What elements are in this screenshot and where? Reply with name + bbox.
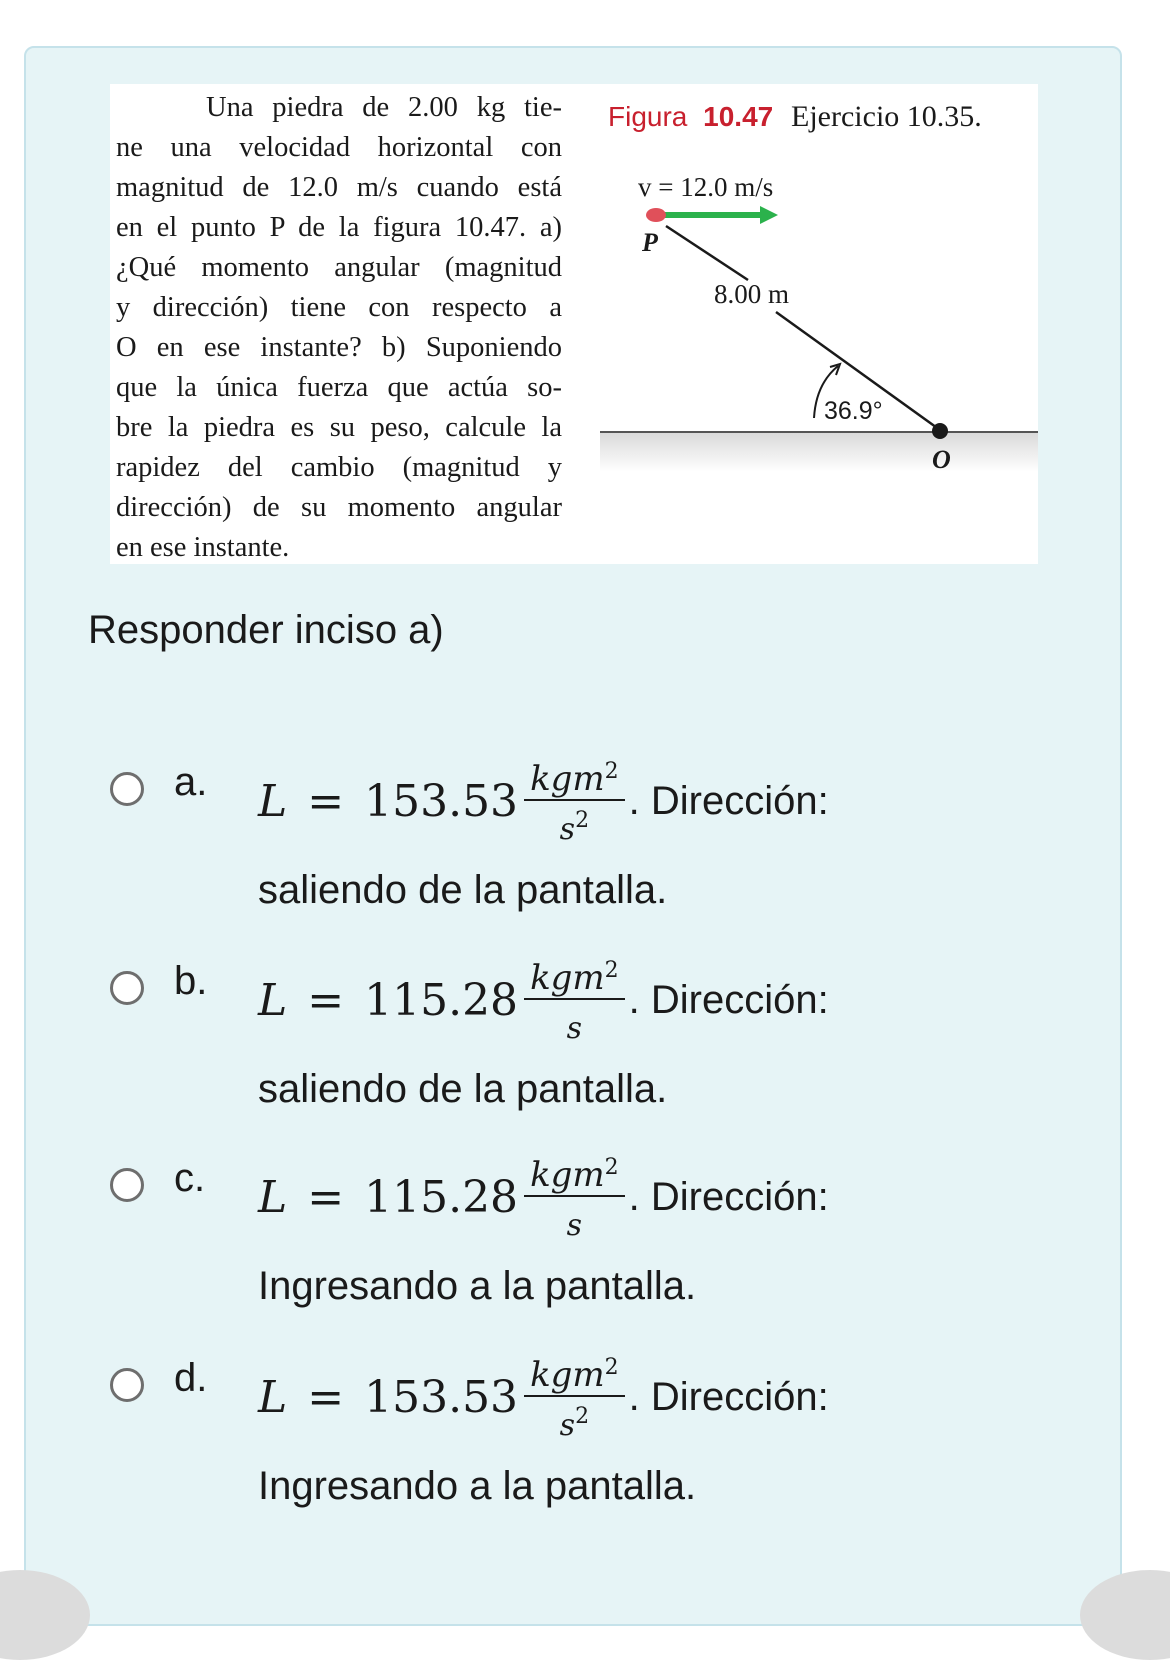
formula-equals: = bbox=[307, 775, 345, 827]
option-formula bbox=[258, 955, 829, 1045]
direction-label: . Dirección: bbox=[628, 1374, 829, 1419]
unit-denominator-text: s bbox=[566, 1011, 583, 1046]
radius-line-upper bbox=[666, 226, 748, 280]
floor bbox=[600, 432, 1038, 472]
formula-equals: = bbox=[307, 974, 345, 1026]
unit-numerator bbox=[524, 754, 625, 799]
figure-diagram bbox=[600, 84, 1038, 564]
radio-button[interactable] bbox=[110, 1368, 144, 1402]
unit-numerator-exp: 2 bbox=[604, 1355, 619, 1380]
radio-button[interactable] bbox=[110, 1168, 144, 1202]
answer-option-a[interactable] bbox=[110, 756, 1010, 926]
unit-denominator-exp: 2 bbox=[575, 1404, 590, 1429]
unit-fraction bbox=[524, 953, 625, 1047]
unit-fraction bbox=[524, 1150, 625, 1244]
figure-caption-rest: Ejercicio 10.35. bbox=[791, 100, 982, 133]
direction-value: saliendo de la pantalla. bbox=[258, 868, 668, 912]
arrow-icon bbox=[660, 206, 778, 224]
formula-equals: = bbox=[307, 1371, 345, 1423]
problem-line: O en ese instante? b) Suponiendo bbox=[116, 332, 562, 363]
point-o bbox=[932, 423, 948, 439]
formula-symbol: L bbox=[258, 974, 288, 1026]
unit-numerator bbox=[524, 1150, 625, 1195]
formula-value: 153.53 bbox=[364, 775, 519, 827]
problem-line: en el punto P de la figura 10.47. a) bbox=[116, 212, 562, 243]
problem-image bbox=[110, 84, 1038, 564]
option-formula bbox=[258, 756, 829, 846]
unit-numerator bbox=[524, 1350, 625, 1395]
formula-symbol: L bbox=[258, 775, 288, 827]
figure-caption-prefix: Figura bbox=[608, 101, 688, 132]
direction-label: . Dirección: bbox=[628, 1174, 829, 1219]
answer-option-b[interactable] bbox=[110, 955, 1010, 1125]
problem-line: en ese instante. bbox=[116, 532, 290, 563]
problem-text bbox=[116, 88, 562, 568]
velocity-label: v = 12.0 m/s bbox=[638, 172, 774, 202]
unit-denominator-text: s bbox=[559, 1408, 576, 1443]
option-formula bbox=[258, 1152, 829, 1242]
direction-label: . Dirección: bbox=[628, 778, 829, 823]
formula-equals: = bbox=[307, 1171, 345, 1223]
direction-value: Ingresando a la pantalla. bbox=[258, 1264, 697, 1308]
point-o-label: O bbox=[932, 445, 951, 474]
problem-line: que la única fuerza que actúa so- bbox=[116, 372, 562, 403]
option-letter: b. bbox=[174, 959, 208, 1003]
unit-numerator-text: kgm bbox=[530, 1355, 605, 1395]
unit-denominator bbox=[560, 1397, 589, 1444]
question-prompt: Responder inciso a) bbox=[88, 608, 444, 652]
unit-denominator-exp: 2 bbox=[575, 808, 590, 833]
direction-value: saliendo de la pantalla. bbox=[258, 1067, 668, 1111]
distance-label: 8.00 m bbox=[714, 279, 790, 309]
direction-value: Ingresando a la pantalla. bbox=[258, 1464, 697, 1508]
svg-text:Figura 10.47 Ejerc bbox=[608, 100, 982, 133]
unit-denominator-text: s bbox=[559, 812, 576, 847]
formula-value: 115.28 bbox=[364, 1171, 519, 1223]
figure-caption-number: 10.47 bbox=[703, 101, 774, 132]
radio-button[interactable] bbox=[110, 971, 144, 1005]
problem-line: magnitud de 12.0 m/s cuando está bbox=[116, 172, 562, 203]
unit-numerator bbox=[524, 953, 625, 998]
problem-line: ¿Qué momento angular (magnitud bbox=[116, 252, 562, 283]
unit-fraction bbox=[524, 754, 625, 848]
problem-line: rapidez del cambio (magnitud y bbox=[116, 452, 562, 483]
formula-symbol: L bbox=[258, 1371, 288, 1423]
problem-line: dirección) de su momento angular bbox=[116, 492, 562, 523]
unit-numerator-exp: 2 bbox=[604, 958, 619, 983]
problem-line: bre la piedra es su peso, calcule la bbox=[116, 412, 562, 443]
option-letter: d. bbox=[174, 1356, 208, 1400]
formula-value: 115.28 bbox=[364, 974, 519, 1026]
option-formula bbox=[258, 1352, 829, 1442]
unit-fraction bbox=[524, 1350, 625, 1444]
radio-button[interactable] bbox=[110, 772, 144, 806]
option-letter: c. bbox=[174, 1156, 206, 1200]
unit-numerator-text: kgm bbox=[530, 1155, 605, 1195]
answer-option-c[interactable] bbox=[110, 1152, 1010, 1322]
unit-numerator-exp: 2 bbox=[604, 1155, 619, 1180]
angle-label: 36.9° bbox=[824, 397, 883, 425]
formula-symbol: L bbox=[258, 1171, 288, 1223]
problem-line: Una piedra de 2.00 kg tie- bbox=[206, 92, 562, 123]
unit-numerator-text: kgm bbox=[530, 759, 605, 799]
problem-line: ne una velocidad horizontal con bbox=[116, 132, 562, 163]
formula-value: 153.53 bbox=[364, 1371, 519, 1423]
unit-numerator-text: kgm bbox=[530, 958, 605, 998]
unit-denominator bbox=[560, 801, 589, 848]
option-letter: a. bbox=[174, 760, 208, 804]
unit-numerator-exp: 2 bbox=[604, 759, 619, 784]
direction-label: . Dirección: bbox=[628, 977, 829, 1022]
stone bbox=[646, 208, 666, 222]
answer-option-d[interactable] bbox=[110, 1352, 1010, 1522]
unit-denominator bbox=[567, 1197, 582, 1244]
unit-denominator bbox=[567, 1000, 582, 1047]
unit-denominator-text: s bbox=[566, 1208, 583, 1243]
point-p-label: P bbox=[642, 228, 658, 257]
problem-line: y dirección) tiene con respecto a bbox=[116, 292, 562, 323]
